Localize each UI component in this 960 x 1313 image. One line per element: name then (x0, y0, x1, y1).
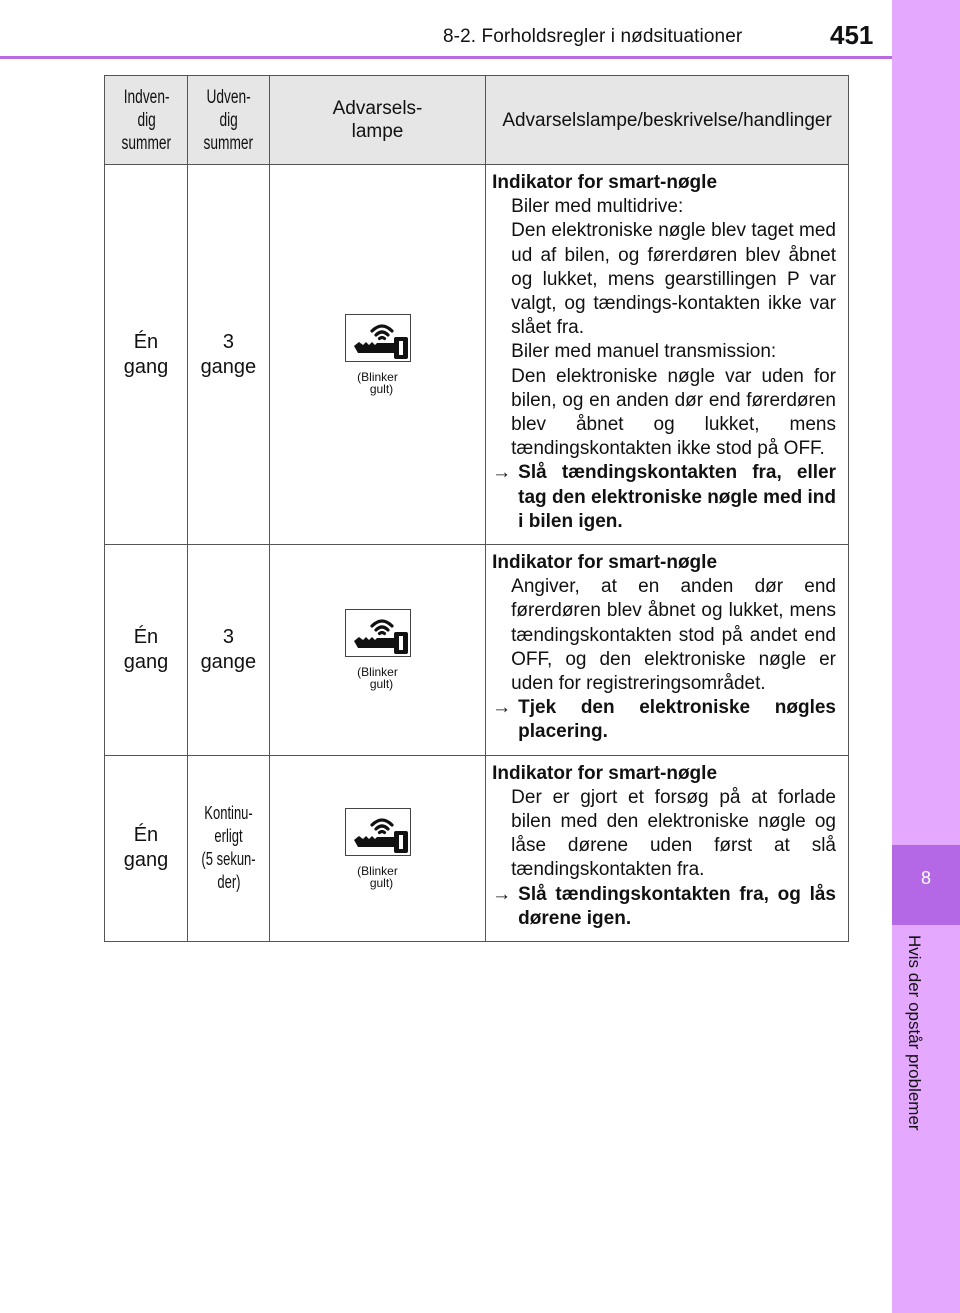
chapter-title: Hvis der opstår problemer (905, 935, 924, 1131)
table-header-row (105, 76, 849, 165)
chapter-number: 8 (920, 868, 931, 888)
header-line: summer (121, 132, 171, 154)
cell-line: gang (123, 355, 169, 378)
header-line: summer (203, 132, 254, 154)
cell-line: gang (123, 849, 169, 872)
description-line: Den elektroniske nøgle var uden for bilen, og en anden dør end førerdøren blev åbnet og lukket, mens tændingskontakten ikke stod på OFF. (511, 365, 836, 460)
header-divider (0, 56, 892, 59)
lamp-note-line: (Blinker (357, 665, 398, 680)
description-line: Biler med multidrive: (511, 196, 684, 218)
lamp-note-line: gult) (369, 875, 394, 890)
inside-buzzer-cell (105, 545, 188, 756)
warning-buzzer-table (104, 75, 849, 942)
cell-line: Kontinu- (204, 803, 253, 824)
header-line: Indven- (123, 86, 169, 108)
action-instruction (492, 461, 836, 534)
smart-key-icon (345, 609, 411, 657)
lamp-note-line: (Blinker (357, 370, 398, 385)
col-header-outside-buzzer (187, 76, 269, 165)
header-line: lampe (351, 121, 404, 142)
cell-line: Én (133, 330, 159, 353)
description-line: Biler med manuel transmission: (511, 341, 777, 363)
table-row (105, 165, 849, 545)
lamp-note-line: (Blinker (357, 863, 398, 878)
action-instruction (492, 883, 836, 931)
action-text: Slå tændingskontakten fra, eller tag den elektroniske nøgle med ind i bilen igen. (518, 462, 836, 532)
action-text: Slå tændingskontakten fra, og lås dørene igen. (518, 883, 836, 929)
lamp-note (270, 865, 485, 889)
description-line: Der er gjort et forsøg på at forlade bilen med den elektroniske nøgle og låse dørene uden først at slå tændingskontakten fra. (511, 786, 836, 881)
description-line: Den elektroniske nøgle blev taget med ud af bilen, og førerdøren blev åbnet og lukket, mens gearstillingen P var valgt, og tændings-kontakten ikke var slået fra. (511, 220, 836, 339)
inside-buzzer-cell (105, 165, 188, 545)
chapter-title-vertical (900, 935, 926, 1175)
cell-line: (5 sekun- (201, 849, 256, 870)
description-cell (486, 755, 849, 941)
action-instruction (492, 696, 836, 744)
warning-lamp-cell (269, 545, 485, 756)
arrow-right-icon: → (492, 462, 512, 484)
description-cell (486, 165, 849, 545)
cell-line: gange (200, 355, 257, 378)
action-text: Tjek den elektroniske nøgles placering. (518, 697, 836, 743)
smart-key-icon (345, 314, 411, 362)
lamp-note-line: gult) (369, 677, 394, 692)
col-header-description: Advarselslampe/beskrivelse/handlinger (486, 76, 849, 165)
arrow-right-icon: → (492, 697, 512, 719)
table-row (105, 545, 849, 756)
section-title: 8-2. Forholdsregler i nødsituationer (443, 26, 743, 47)
header-line: Udven- (206, 86, 251, 108)
header-line: Advarsels- (332, 98, 423, 119)
outside-buzzer-cell (187, 165, 269, 545)
col-header-lamp (269, 76, 485, 165)
smart-key-icon (345, 808, 411, 856)
outside-buzzer-cell (187, 755, 269, 941)
inside-buzzer-cell (105, 755, 188, 941)
lamp-note (270, 666, 485, 690)
indicator-title: Indikator for smart-nøgle (492, 552, 718, 574)
outside-buzzer-cell (187, 545, 269, 756)
cell-line: gang (123, 650, 169, 673)
indicator-title: Indikator for smart-nøgle (492, 762, 718, 784)
description-line: Angiver, at en anden dør end førerdøren blev åbnet og lukket, mens tændingskontakten stod på andet end OFF, og den elektroniske nøgle er uden for registreringsområdet. (511, 576, 836, 695)
description-cell (486, 545, 849, 756)
header-line: dig (136, 109, 156, 131)
warning-lamp-cell (269, 165, 485, 545)
cell-line: 3 (222, 625, 234, 648)
page-number: 451 (830, 20, 874, 50)
arrow-right-icon: → (492, 883, 512, 905)
table-row (105, 755, 849, 941)
header-line: dig (219, 109, 238, 131)
cell-line: Én (133, 824, 159, 847)
lamp-note (270, 371, 485, 395)
cell-line: 3 (222, 330, 234, 353)
cell-line: der) (216, 872, 240, 893)
cell-line: gange (200, 650, 257, 673)
cell-line: erligt (214, 826, 243, 847)
cell-line: Én (133, 625, 159, 648)
col-header-inside-buzzer (105, 76, 188, 165)
warning-lamp-cell (269, 755, 485, 941)
lamp-note-line: gult) (369, 382, 394, 397)
indicator-title: Indikator for smart-nøgle (492, 172, 718, 193)
